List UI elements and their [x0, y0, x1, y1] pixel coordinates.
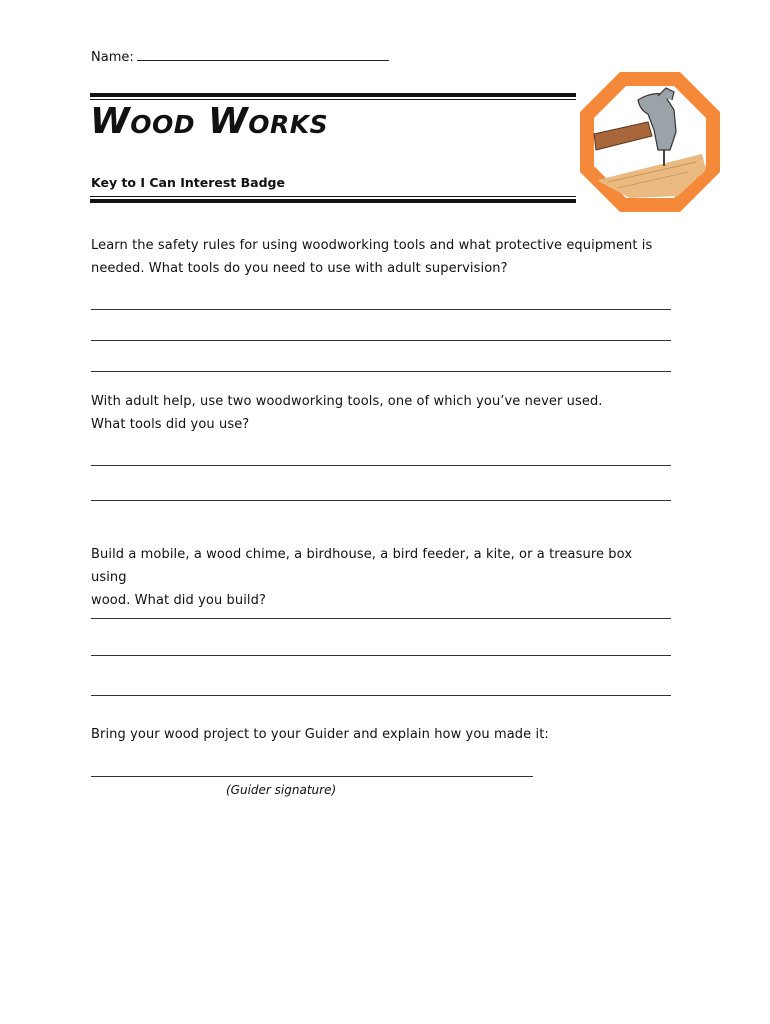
name-label: Name:	[91, 50, 134, 65]
answer-line[interactable]	[91, 695, 671, 696]
answer-line[interactable]	[91, 309, 671, 310]
section-2-line-2: What tools did you use?	[91, 417, 250, 432]
section-2-prompt	[91, 390, 671, 436]
section-3-prompt	[91, 543, 671, 612]
section-1-line-1: Learn the safety rules for using woodworking tools and what protective equipment is	[91, 238, 653, 253]
section-2-line-1: With adult help, use two woodworking tools, one of which you’ve never used.	[91, 394, 603, 409]
title-top-rule-thin	[90, 99, 576, 100]
guider-signature-field[interactable]	[91, 776, 533, 777]
answer-line[interactable]	[91, 340, 671, 341]
name-row	[91, 47, 389, 65]
section-3-line-2: wood. What did you build?	[91, 593, 266, 608]
title-bottom-rule-thin	[90, 196, 576, 197]
title-bottom-rule-thick	[90, 199, 576, 203]
answer-line[interactable]	[91, 500, 671, 501]
answer-line[interactable]	[91, 618, 671, 619]
signature-caption: (Guider signature)	[226, 783, 337, 797]
closing-text: Bring your wood project to your Guider and explain how you made it:	[91, 727, 549, 742]
section-1-prompt	[91, 234, 671, 280]
answer-line[interactable]	[91, 465, 671, 466]
answer-line[interactable]	[91, 655, 671, 656]
section-3-line-1: Build a mobile, a wood chime, a birdhouse, a bird feeder, a kite, or a treasure box using	[91, 547, 633, 585]
hammer-nail-icon	[578, 70, 722, 214]
page-subtitle: Key to I Can Interest Badge	[91, 175, 285, 190]
page-title: Wood Works	[90, 101, 329, 142]
title-top-rule-thick	[90, 93, 576, 97]
answer-line[interactable]	[91, 371, 671, 372]
name-field[interactable]	[137, 47, 389, 61]
section-1-line-2: needed. What tools do you need to use with adult supervision?	[91, 261, 508, 276]
